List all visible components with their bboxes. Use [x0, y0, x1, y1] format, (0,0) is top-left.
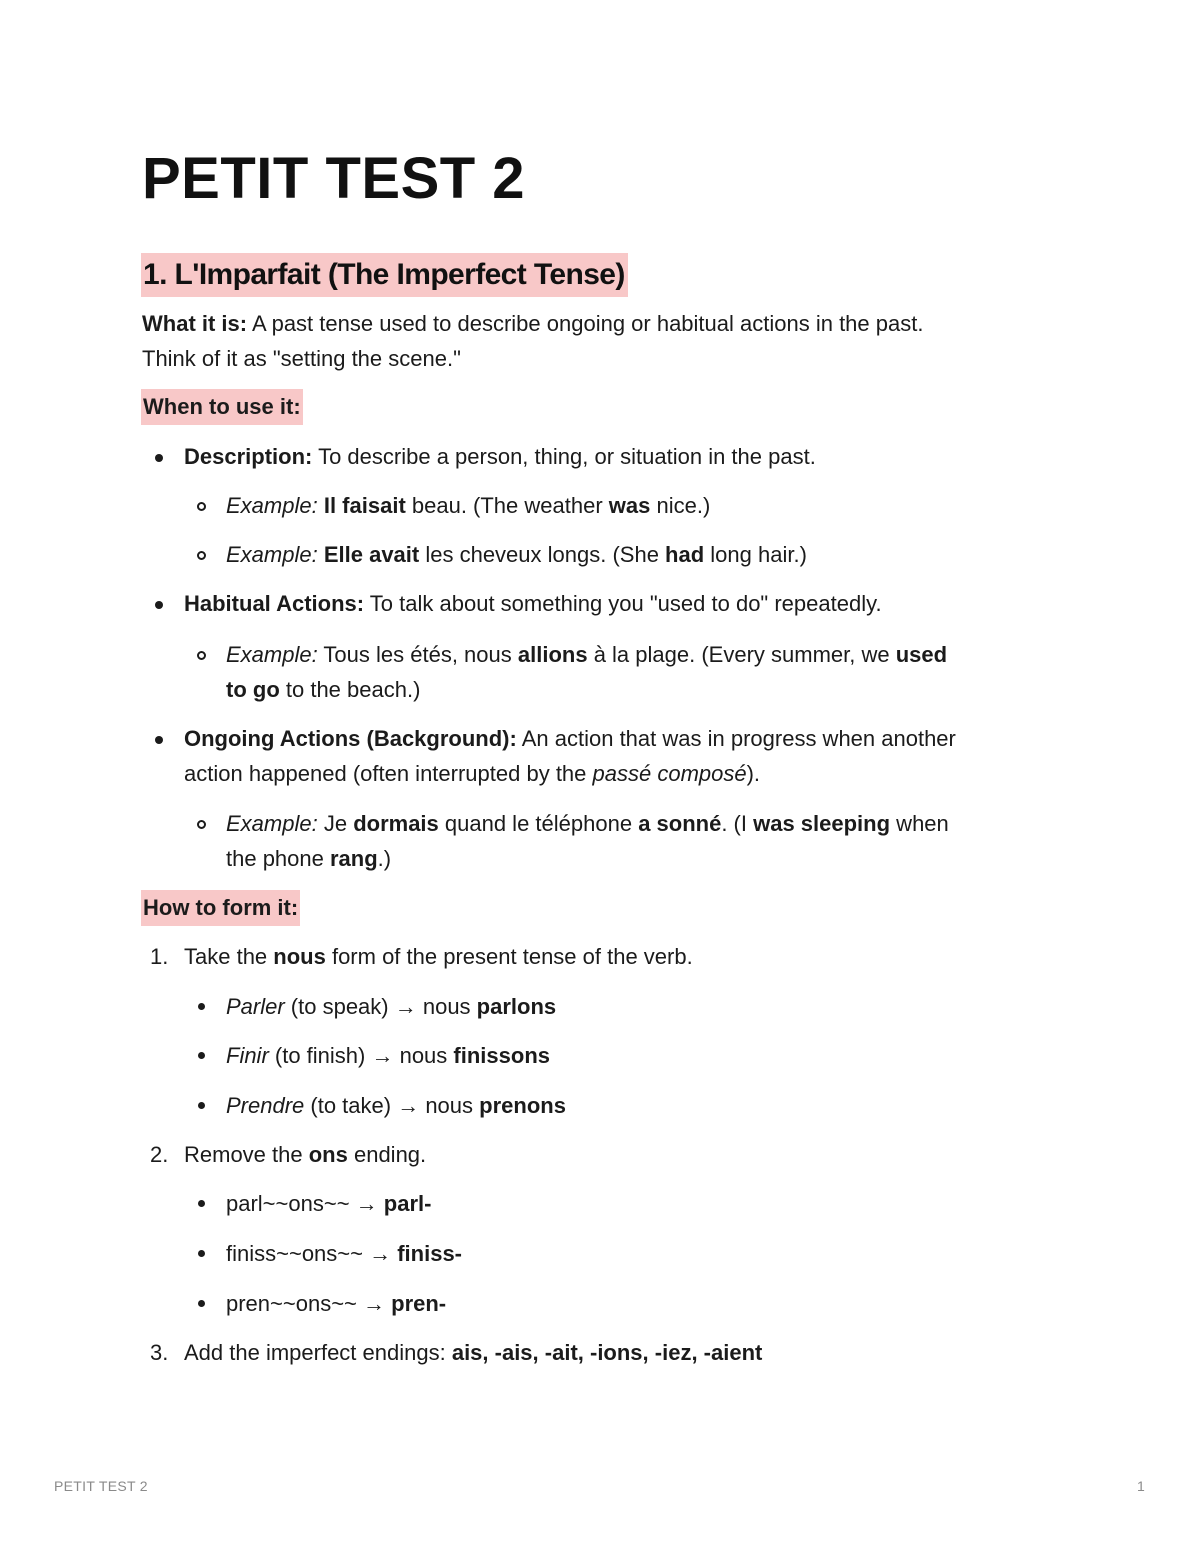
example-bold: rang: [329, 846, 378, 871]
example-text: the phone: [226, 846, 330, 871]
when-to-use-label: When to use it:: [141, 389, 303, 425]
bullet-disc-icon: [155, 601, 163, 609]
example-bold: Elle avait: [323, 542, 420, 567]
footer-page-number: 1: [1137, 1478, 1145, 1494]
example-label: Example:: [226, 811, 318, 836]
stem-bold: pren-: [391, 1291, 447, 1316]
step-number: 1.: [150, 944, 169, 969]
example-bold: a sonné: [638, 811, 722, 836]
list-item-habitual: [184, 586, 882, 621]
example-bold: used: [895, 642, 948, 667]
definition-label: What it is:: [142, 311, 248, 336]
stem-bold: finiss-: [397, 1241, 463, 1266]
step-text: Add the imperfect endings:: [184, 1340, 452, 1365]
bullet-text: An action that was in progress when another: [516, 726, 956, 751]
example-line-continued: [226, 672, 420, 707]
example-line: [226, 637, 947, 672]
definition-line-1: [142, 306, 923, 341]
example-label: Example:: [226, 642, 318, 667]
stem-text: finiss~~ons~~ →: [226, 1241, 398, 1266]
bullet-disc-icon: [198, 1003, 205, 1010]
bullet-disc-icon: [198, 1200, 205, 1207]
page-title: PETIT TEST 2: [142, 146, 526, 211]
example-line-continued: [226, 841, 391, 876]
bullet-text: ).: [746, 761, 761, 786]
step-bold: nous: [273, 944, 326, 969]
example-text: Tous les étés, nous: [317, 642, 518, 667]
verb-item: [226, 989, 556, 1024]
bullet-italic: passé composé: [592, 761, 747, 786]
bullet-disc-icon: [198, 1102, 205, 1109]
step-text: Take the: [184, 944, 274, 969]
verb-infinitive: Finir: [226, 1043, 269, 1068]
bullet-label: Ongoing Actions (Background):: [184, 726, 517, 751]
bullet-circle-icon: [197, 820, 206, 829]
bullet-disc-icon: [155, 736, 163, 744]
verb-gloss: (to take) → nous: [304, 1093, 480, 1118]
step-bold: ons: [308, 1142, 348, 1167]
example-bold: to go: [226, 677, 280, 702]
example-text: . (I: [721, 811, 754, 836]
example-text: nice.): [650, 493, 711, 518]
verb-gloss: (to finish) → nous: [268, 1043, 454, 1068]
step-text: ending.: [347, 1142, 427, 1167]
definition-line-2: Think of it as "setting the scene.": [142, 346, 461, 371]
bullet-label: Habitual Actions:: [184, 591, 365, 616]
stem-item: [226, 1236, 462, 1271]
step-text: form of the present tense of the verb.: [325, 944, 693, 969]
step-number: 2.: [150, 1142, 169, 1167]
how-to-form-label: How to form it:: [141, 890, 300, 926]
bullet-disc-icon: [198, 1250, 205, 1257]
example-bold: was: [608, 493, 651, 518]
bullet-disc-icon: [155, 454, 163, 462]
verb-form: parlons: [476, 994, 557, 1019]
step-number: 3.: [150, 1340, 169, 1365]
list-item-description: [184, 439, 816, 474]
bullet-disc-icon: [198, 1052, 205, 1059]
example-line: [226, 806, 949, 841]
example-text: to the beach.): [279, 677, 421, 702]
stem-item: [226, 1286, 446, 1321]
stem-bold: parl-: [383, 1191, 432, 1216]
step-text: Remove the: [184, 1142, 309, 1167]
example-bold: Il faisait: [323, 493, 406, 518]
bullet-text: To describe a person, thing, or situation in the past.: [312, 444, 816, 469]
list-item-ongoing-continued: [184, 756, 760, 791]
step-2: [184, 1137, 426, 1172]
bullet-disc-icon: [198, 1300, 205, 1307]
verb-item: [226, 1038, 550, 1073]
example-bold: dormais: [353, 811, 439, 836]
example-bold: allions: [517, 642, 588, 667]
verb-form: finissons: [453, 1043, 550, 1068]
example-text: quand le téléphone: [438, 811, 639, 836]
example-text: when: [890, 811, 949, 836]
example-text: à la plage. (Every summer, we: [587, 642, 896, 667]
example-line: [226, 537, 807, 572]
bullet-circle-icon: [197, 651, 206, 660]
bullet-text: action happened (often interrupted by the: [184, 761, 593, 786]
step-1: [184, 939, 693, 974]
bullet-circle-icon: [197, 551, 206, 560]
verb-infinitive: Prendre: [226, 1093, 305, 1118]
verb-form: prenons: [479, 1093, 566, 1118]
verb-gloss: (to speak) → nous: [284, 994, 477, 1019]
example-text: beau. (The weather: [405, 493, 609, 518]
example-text: long hair.): [704, 542, 807, 567]
example-label: Example:: [226, 493, 318, 518]
example-bold: was sleeping: [753, 811, 891, 836]
definition-text: A past tense used to describe ongoing or habitual actions in the past.: [247, 311, 924, 336]
verb-item: [226, 1088, 566, 1123]
example-bold: had: [665, 542, 705, 567]
stem-item: [226, 1186, 431, 1221]
example-line: [226, 488, 710, 523]
bullet-circle-icon: [197, 502, 206, 511]
footer-document-title: PETIT TEST 2: [54, 1478, 148, 1494]
example-text: .): [377, 846, 392, 871]
bullet-text: To talk about something you "used to do" repeatedly.: [364, 591, 882, 616]
example-label: Example:: [226, 542, 318, 567]
verb-infinitive: Parler: [226, 994, 285, 1019]
stem-text: pren~~ons~~ →: [226, 1291, 392, 1316]
stem-text: parl~~ons~~ →: [226, 1191, 384, 1216]
section-heading: 1. L'Imparfait (The Imperfect Tense): [141, 253, 628, 297]
example-text: Je: [317, 811, 354, 836]
bullet-label: Description:: [184, 444, 313, 469]
step-3: [184, 1335, 762, 1370]
step-bold: ais, -ais, -ait, -ions, -iez, -aient: [451, 1340, 763, 1365]
list-item-ongoing: [184, 721, 956, 756]
example-text: les cheveux longs. (She: [419, 542, 666, 567]
